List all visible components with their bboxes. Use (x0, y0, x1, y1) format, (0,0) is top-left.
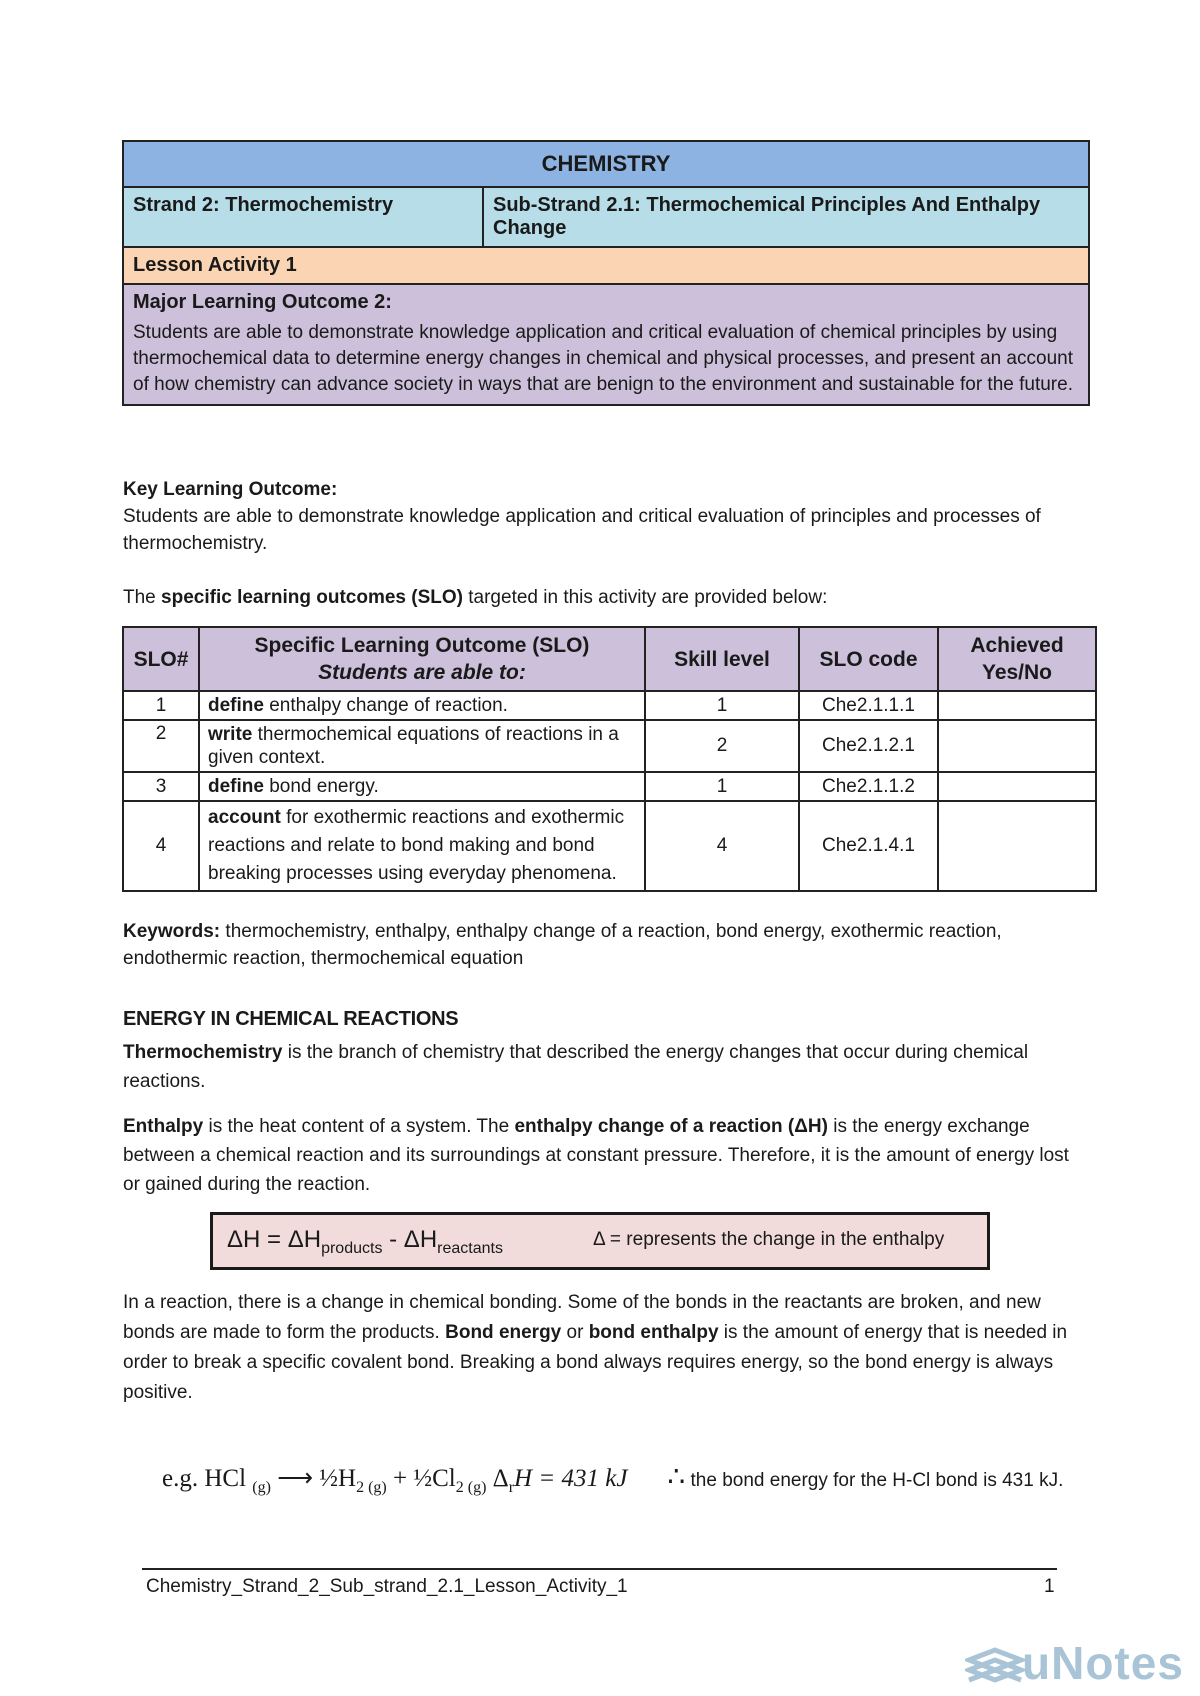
slo-num: 4 (123, 801, 199, 891)
mlo-heading: Major Learning Outcome 2: (133, 291, 392, 313)
table-row (123, 772, 1096, 801)
example-equation (162, 1460, 1063, 1497)
enthalpy-paragraph (123, 1112, 1088, 1199)
slo-skill: 1 (645, 691, 799, 720)
col-achieved: Achieved Yes/No (938, 627, 1096, 691)
p3-mid: or (561, 1322, 589, 1343)
ex-sub: 2 (g) (356, 1479, 387, 1496)
slo-skill: 1 (645, 772, 799, 801)
slo-verb: write (208, 724, 253, 745)
slo-num: 1 (123, 691, 199, 720)
eq-lhs: ΔH = ΔH (227, 1226, 322, 1253)
ex-arrow: ⟶ ½H (270, 1465, 357, 1492)
table-row (123, 691, 1096, 720)
slo-num: 3 (123, 772, 199, 801)
slo-verb: define (208, 776, 264, 797)
keywords-text: thermochemistry, enthalpy, enthalpy change of a reaction, bond energy, exothermic reaction, endothermic reaction, thermochemical equation (123, 921, 1002, 969)
strand-cell: Strand 2: Thermochemistry (123, 187, 483, 247)
thermochemistry-paragraph (123, 1038, 1088, 1096)
slo-code: Che2.1.1.2 (799, 772, 938, 801)
slo-intro-post: targeted in this activity are provided below: (462, 587, 828, 608)
term-enthalpy: Enthalpy (123, 1116, 204, 1137)
slo-skill: 4 (645, 801, 799, 891)
term-enthalpy-change: enthalpy change of a reaction (ΔH) (514, 1116, 828, 1137)
ex-delta: Δ (486, 1465, 509, 1492)
slo-outcome (199, 691, 645, 720)
p3-text: is the amount of energy that is needed in order to break a specific covalent bond. Breaking a bond always requires energy, so the bond energy is always positive. (123, 1322, 1068, 1403)
slo-table-header (123, 627, 1096, 691)
slo-achieved[interactable] (938, 720, 1096, 772)
col-slo-num: SLO# (123, 627, 199, 691)
klo-heading: Key Learning Outcome: (123, 479, 338, 500)
slo-verb: account (208, 807, 281, 828)
slo-achieved[interactable] (938, 801, 1096, 891)
ex-sub: 2 (g) (455, 1479, 487, 1496)
slo-code: Che2.1.4.1 (799, 801, 938, 891)
ex-prefix: e.g. HCl (162, 1465, 253, 1492)
keywords-label: Keywords: (123, 921, 221, 942)
term-bond-energy: Bond energy (445, 1322, 562, 1343)
slo-outcome (199, 772, 645, 801)
slo-code: Che2.1.1.1 (799, 691, 938, 720)
slo-intro-bold: specific learning outcomes (SLO) (161, 587, 463, 608)
equation-note: Δ = represents the change in the enthalpy (593, 1229, 945, 1250)
enthalpy-equation (227, 1226, 503, 1258)
section-heading: ENERGY IN CHEMICAL REACTIONS (123, 1008, 459, 1030)
col-slo-outcome (199, 627, 645, 691)
bond-energy-paragraph (123, 1288, 1088, 1408)
slo-rest: enthalpy change of reaction. (263, 695, 508, 716)
slo-achieved[interactable] (938, 691, 1096, 720)
sub-strand-cell: Sub-Strand 2.1: Thermochemical Principles And Enthalpy Change (483, 187, 1089, 247)
klo-text: Students are able to demonstrate knowledge application and critical evaluation of principles and processes of thermochemistry. (123, 506, 1041, 554)
slo-skill: 2 (645, 720, 799, 772)
eq-sub-reactants: reactants (437, 1239, 503, 1257)
slo-code: Che2.1.2.1 (799, 720, 938, 772)
footer-divider (142, 1568, 1057, 1570)
table-row (123, 801, 1096, 891)
slo-verb: define (208, 695, 264, 716)
enthalpy-equation-box (210, 1212, 990, 1270)
slo-achieved[interactable] (938, 772, 1096, 801)
term-thermochemistry: Thermochemistry (123, 1042, 283, 1063)
p2-text: is the energy exchange between a chemical reaction and its surroundings at constant pressure. Therefore, it is the amount of energy lost or gained during the reaction. (123, 1116, 1069, 1195)
keywords (123, 918, 1088, 972)
major-learning-outcome-cell (123, 284, 1089, 405)
key-learning-outcome (123, 476, 1088, 557)
page-number: 1 (1044, 1576, 1055, 1597)
p3-pre: In a reaction, there is a change in chemical bonding. Some of the bonds in the reactants are broken, and new bonds are made to form the products. (123, 1292, 1041, 1343)
watermark-logo: uNotes (1022, 1637, 1184, 1689)
ex-conclusion: the bond energy for the H-Cl bond is 431 kJ. (685, 1470, 1064, 1491)
term-bond-enthalpy: bond enthalpy (588, 1322, 719, 1343)
slo-num: 2 (123, 720, 199, 772)
col-slo-outcome-sub: Students are able to: (318, 661, 526, 684)
ex-sub: r (508, 1479, 515, 1496)
footer-filename: Chemistry_Strand_2_Sub_strand_2.1_Lesson_Activity_1 (146, 1576, 628, 1597)
table-row (123, 720, 1096, 772)
slo-outcome (199, 720, 645, 772)
slo-intro-pre: The (123, 587, 162, 608)
eq-sub-products: products (321, 1239, 383, 1257)
ex-plus: + ½Cl (386, 1465, 456, 1492)
book-stack-icon (965, 1640, 1025, 1688)
lesson-activity-cell: Lesson Activity 1 (123, 247, 1089, 284)
slo-rest: bond energy. (263, 776, 379, 797)
subject-title: CHEMISTRY (123, 141, 1089, 187)
col-skill-level: Skill level (645, 627, 799, 691)
slo-intro (123, 584, 1088, 611)
slo-rest: thermochemical equations of reactions in a given context. (208, 724, 619, 768)
slo-rest: for exothermic reactions and exothermic reactions and relate to bond making and bond breaking processes using everyday phenomena. (208, 807, 625, 884)
slo-outcome (199, 801, 645, 891)
col-slo-code: SLO code (799, 627, 938, 691)
p2-mid: is the heat content of a system. The (203, 1116, 515, 1137)
p1-text: is the branch of chemistry that described the energy changes that occur during chemical reactions. (123, 1042, 1029, 1092)
col-slo-outcome-label: Specific Learning Outcome (SLO) (254, 634, 590, 657)
eq-mid: - ΔH (382, 1226, 438, 1253)
slo-table (122, 626, 1097, 892)
therefore-symbol: ∴ (667, 1462, 686, 1493)
mlo-text: Students are able to demonstrate knowledge application and critical evaluation of chemical principles by using thermochemical data to determine energy changes in chemical and physical processes, and present an account of how chemistry can advance society in ways that are benign to the environment and sustainable for the future. (133, 322, 1073, 395)
ex-sub: (g) (252, 1479, 271, 1496)
ex-value: H = 431 kJ (514, 1465, 628, 1492)
lesson-header-table (122, 140, 1090, 406)
